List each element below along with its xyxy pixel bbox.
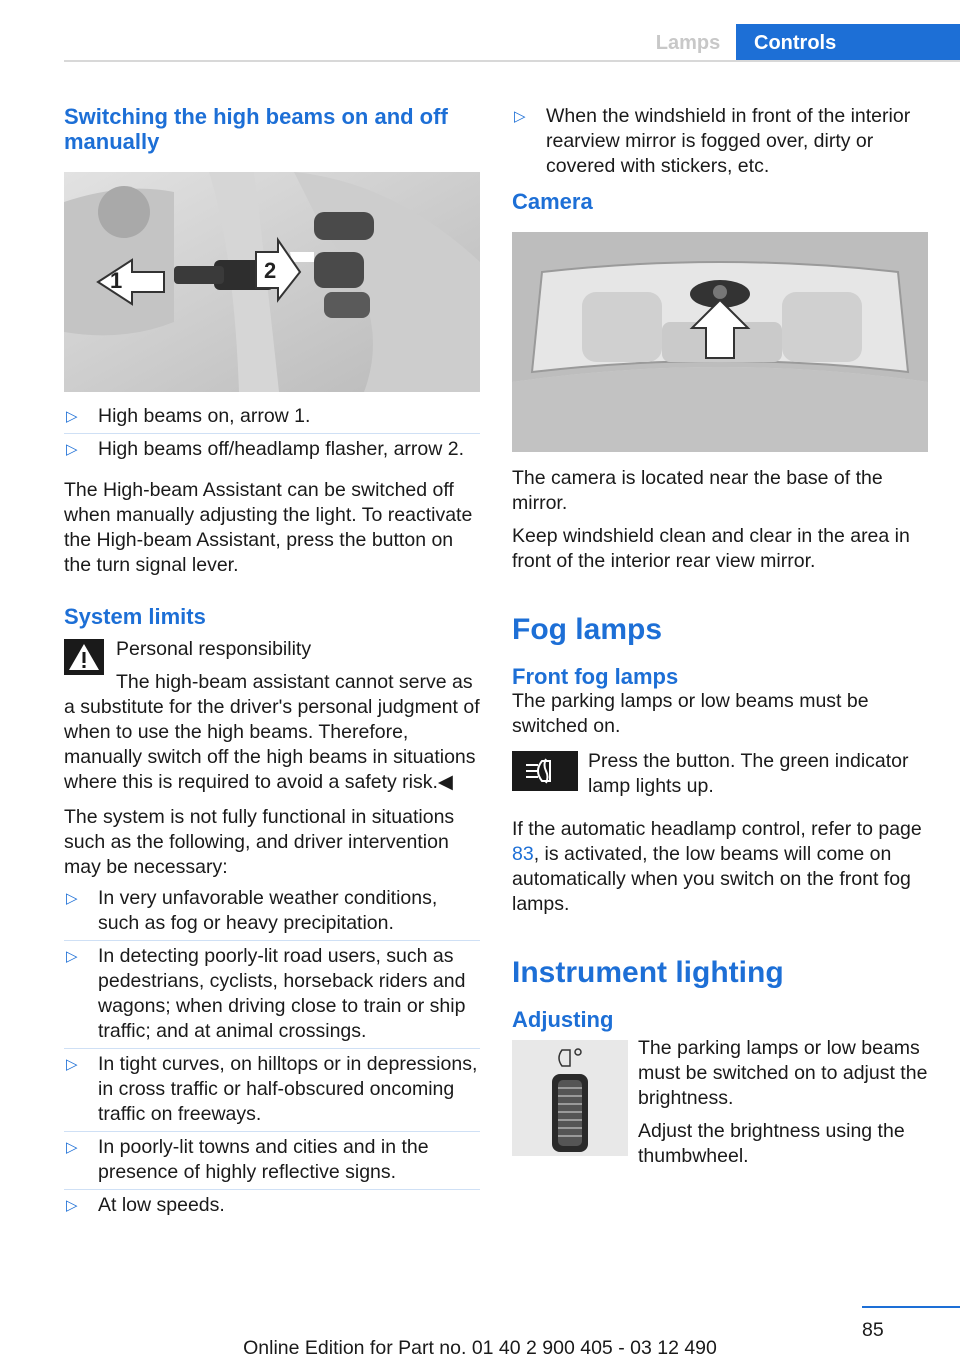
para-assistant: The High-beam Assistant can be switched off when manually adjusting the light. To reactivate the High-beam Assistant, press the button on the turn signal lever. bbox=[64, 479, 473, 576]
heading-high-beams: Switching the high beams on and off manually bbox=[64, 104, 448, 154]
left-column bbox=[64, 100, 480, 1226]
footer-edition: Online Edition for Part no. 01 40 2 900 405 - 03 12 490 bbox=[243, 1337, 717, 1359]
steering-lever-illustration bbox=[64, 172, 480, 392]
right-column bbox=[512, 100, 928, 1169]
para-adjust-1: The parking lamps or low beams must be switched on to adjust the brightness. bbox=[638, 1037, 928, 1109]
list-item: ▷ In poorly-lit towns and cities and in the presence of highly reflective signs. bbox=[64, 1135, 480, 1185]
para-adjust-2: Adjust the brightness using the thumbwheel. bbox=[638, 1120, 905, 1167]
para-limits: The system is not fully functional in situations such as the following, and driver intervention may be necessary: bbox=[64, 806, 455, 878]
list-item: ▷ High beams off/headlamp flasher, arrow 2. bbox=[64, 437, 480, 462]
header-tab-lamps: Lamps bbox=[655, 32, 721, 54]
photo-arrow-2-label: 2 bbox=[264, 258, 277, 283]
page-83-link[interactable]: 83 bbox=[512, 843, 534, 865]
warning-text: The high-beam assistant cannot serve as a substitute for the driver's personal judgment of when to use the high beams. Therefore, manually switch off the high beams in situations where this is required to avoid a safety risk.◀ bbox=[64, 671, 480, 793]
para-camera-1: The camera is located near the base of the mirror. bbox=[512, 467, 883, 514]
list-item: ▷ At low speeds. bbox=[64, 1193, 480, 1218]
para-auto-part-2: , is activated, the low beams will come on automatically when you switch on the front fog lamps. bbox=[512, 843, 911, 915]
heading-instrument-lighting: Instrument lighting bbox=[512, 956, 784, 989]
header-tab-controls: Controls bbox=[736, 24, 960, 62]
warning-title: Personal responsibility bbox=[116, 638, 312, 660]
list-item: ▷ In detecting poorly-lit road users, such as pedestrians, cyclists, horseback riders and wagons; when driving close to train or ship traffic; and at animal crossings. bbox=[64, 944, 480, 1044]
para-press-button: Press the button. The green indicator lamp lights up. bbox=[588, 750, 909, 797]
heading-camera: Camera bbox=[512, 189, 593, 214]
camera-illustration bbox=[512, 232, 928, 452]
windshield-bullet bbox=[512, 104, 928, 179]
list-item: ▷ In tight curves, on hilltops or in depressions, in cross traffic or half-obscured oncoming traffic on freeways. bbox=[64, 1052, 480, 1127]
para-auto-headlamp bbox=[512, 817, 928, 917]
photo-arrow-1-label: 1 bbox=[110, 268, 123, 293]
header-rule bbox=[64, 60, 960, 62]
warning-triangle-icon bbox=[64, 639, 104, 675]
page-number: 85 bbox=[862, 1319, 884, 1341]
fog-button-block bbox=[512, 749, 928, 807]
list-item: ▷ High beams on, arrow 1. bbox=[64, 404, 480, 429]
fog-lamp-button-icon bbox=[512, 751, 578, 791]
list-item: ▷ In very unfavorable weather conditions, such as fog or heavy precipitation. bbox=[64, 886, 480, 936]
footer-rule bbox=[862, 1306, 960, 1308]
heading-adjusting: Adjusting bbox=[512, 1007, 614, 1032]
thumbwheel-icon bbox=[512, 1040, 628, 1156]
thumbwheel-block bbox=[512, 1036, 928, 1169]
high-beam-bullets bbox=[64, 404, 480, 462]
limits-bullets bbox=[64, 886, 480, 1218]
heading-fog-lamps: Fog lamps bbox=[512, 613, 663, 646]
para-auto-part-1: If the automatic headlamp control, refer to page bbox=[512, 818, 922, 840]
para-camera-2: Keep windshield clean and clear in the area in front of the interior rear view mirror. bbox=[512, 525, 910, 572]
list-item: ▷ When the windshield in front of the interior rearview mirror is fogged over, dirty or covered with stickers, etc. bbox=[512, 104, 928, 179]
para-front-fog: The parking lamps or low beams must be switched on. bbox=[512, 690, 869, 737]
heading-front-fog-lamps: Front fog lamps bbox=[512, 664, 679, 689]
camera-photo bbox=[512, 232, 928, 452]
warning-block bbox=[64, 637, 480, 795]
heading-system-limits: System limits bbox=[64, 604, 206, 629]
steering-lever-photo bbox=[64, 172, 480, 392]
